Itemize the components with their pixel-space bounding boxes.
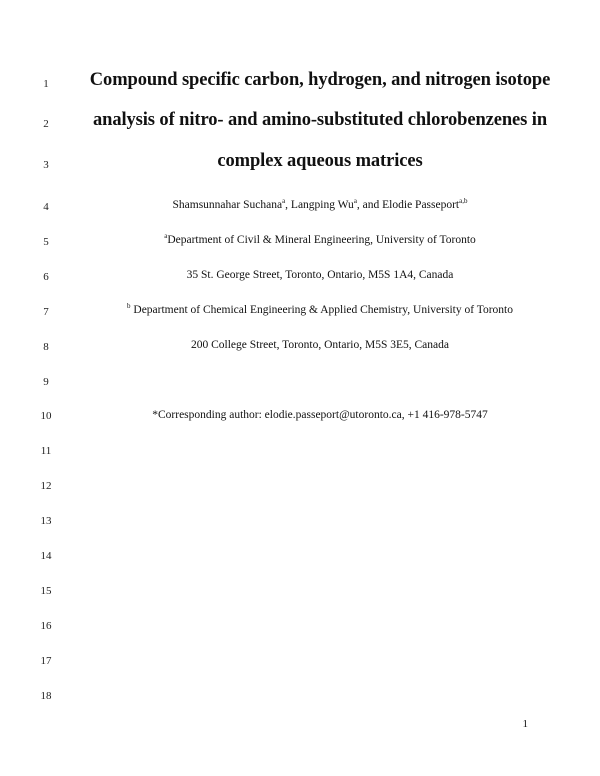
author-list	[60, 199, 580, 211]
author-name: , Langping Wu	[285, 199, 354, 211]
line-number: 17	[40, 655, 52, 667]
line-number: 15	[40, 585, 52, 597]
author-affiliation-sup: a,b	[459, 197, 468, 206]
line-number: 9	[43, 376, 49, 388]
paper-title-line-2: analysis of nitro- and amino-substituted chlorobenzenes in	[92, 110, 548, 130]
line-number: 10	[40, 410, 52, 422]
affiliation-sup: a	[164, 232, 168, 241]
line-number: 16	[40, 620, 52, 632]
author-name: , and Elodie Passeport	[356, 199, 460, 211]
affiliation-sup: b	[127, 302, 131, 311]
paper-title-line-1: Compound specific carbon, hydrogen, and nitrogen isotope	[89, 70, 551, 90]
affiliation-b	[60, 304, 580, 316]
affiliation-a-address: 35 St. George Street, Toronto, Ontario, M5S 1A4, Canada	[186, 269, 454, 281]
line-number: 2	[43, 118, 49, 130]
line-number: 14	[40, 550, 52, 562]
author-name: Shamsunnahar Suchana	[172, 199, 283, 211]
affiliation-text: Department of Civil & Mineral Engineering, University of Toronto	[167, 234, 476, 246]
line-number: 1	[43, 78, 49, 90]
line-number: 4	[43, 201, 49, 213]
page-number: 1	[522, 718, 528, 730]
line-number: 11	[40, 445, 52, 457]
line-number: 8	[43, 341, 49, 353]
line-number: 5	[43, 236, 49, 248]
line-number: 18	[40, 690, 52, 702]
line-number: 3	[43, 159, 49, 171]
line-number: 13	[40, 515, 52, 527]
author-affiliation-sup: a	[282, 197, 286, 206]
corresponding-author: *Corresponding author: elodie.passeport@utoronto.ca, +1 416-978-5747	[152, 409, 488, 421]
author-affiliation-sup: a	[353, 197, 357, 206]
line-number: 12	[40, 480, 52, 492]
line-number: 6	[43, 271, 49, 283]
line-number: 7	[43, 306, 49, 318]
affiliation-a	[60, 234, 580, 246]
affiliation-text: Department of Chemical Engineering & Applied Chemistry, University of Toronto	[133, 304, 513, 316]
paper-title-line-3: complex aqueous matrices	[217, 151, 423, 171]
affiliation-b-address: 200 College Street, Toronto, Ontario, M5S 3E5, Canada	[190, 339, 449, 351]
